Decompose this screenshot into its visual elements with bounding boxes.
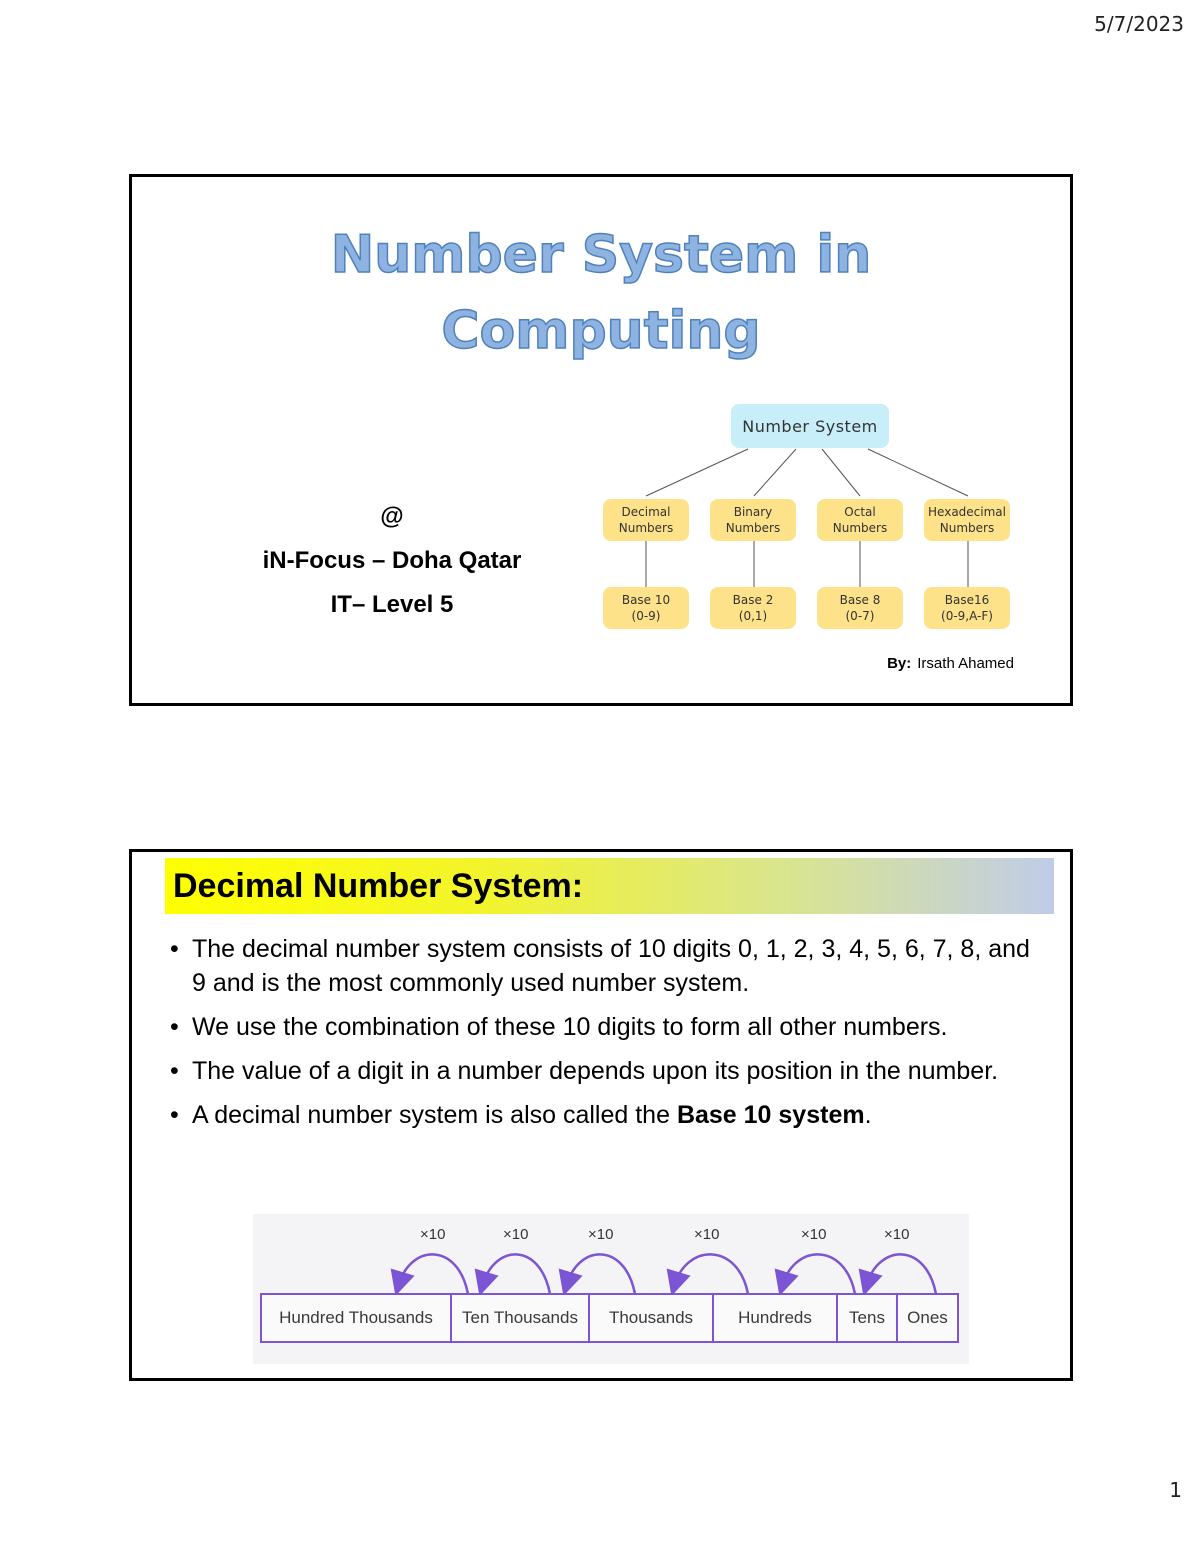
decimal-base-node: Base 10 (0-9) <box>603 587 689 629</box>
arrow-tens-to-hundreds <box>675 1254 748 1294</box>
bullet-suffix: . <box>864 1101 872 1129</box>
slide-title <box>129 174 1073 706</box>
arrow-hundreds-to-thousands <box>567 1254 635 1294</box>
connector-root-binary <box>754 449 796 496</box>
number-system-diagram <box>598 399 1018 635</box>
multiplier-label: ×10 <box>801 1226 827 1243</box>
place-value-diagram <box>253 1214 969 1364</box>
author-credit <box>887 655 1014 672</box>
bullet-item: • We use the combination of these 10 digits to form all other numbers. <box>170 1010 1050 1044</box>
author-name: Irsath Ahamed <box>917 655 1014 672</box>
at-symbol: @ <box>380 503 404 530</box>
place-hundreds: Hundreds <box>712 1293 838 1343</box>
root-node: Number System <box>731 404 889 448</box>
multiplier-label: ×10 <box>588 1226 614 1243</box>
binary-base-node: Base 2 (0,1) <box>710 587 796 629</box>
multiplier-label: ×10 <box>884 1226 910 1243</box>
arrow-thousands-to-ten-thousands <box>483 1254 550 1294</box>
place-ones: Ones <box>896 1293 959 1343</box>
connector-root-hex <box>868 449 968 496</box>
hexadecimal-base-node: Base16 (0-9,A-F) <box>924 587 1010 629</box>
multiplier-label: ×10 <box>420 1226 446 1243</box>
title-line-1: Number System in <box>330 225 872 285</box>
bullet-bold-text: Base 10 system <box>676 1101 865 1129</box>
connector-root-decimal <box>646 449 748 496</box>
decimal-node: Decimal Numbers <box>603 499 689 541</box>
hexadecimal-node: Hexadecimal Numbers <box>924 499 1010 541</box>
octal-node: Octal Numbers <box>817 499 903 541</box>
octal-base-node: Base 8 (0-7) <box>817 587 903 629</box>
slide-title-heading <box>132 217 1070 369</box>
arrow-ones-to-tens <box>783 1254 855 1294</box>
place-thousands: Thousands <box>588 1293 714 1343</box>
arrow-into-ones <box>867 1254 936 1294</box>
bullet-item: • The value of a digit in a number depends upon its position in the number. <box>170 1054 1050 1088</box>
place-hundred-thousands: Hundred Thousands <box>260 1293 452 1343</box>
multiplier-label: ×10 <box>694 1226 720 1243</box>
page-date: 5/7/2023 <box>1094 12 1184 36</box>
course-level: IT– Level 5 <box>330 591 454 618</box>
bullet-item <box>170 1098 1050 1132</box>
page-number: 1 <box>1169 1478 1182 1502</box>
multiplier-label: ×10 <box>503 1226 529 1243</box>
bullet-item: • The decimal number system consists of 10 digits 0, 1, 2, 3, 4, 5, 6, 7, 8, and 9 and is the most commonly used number system. <box>170 932 1050 1000</box>
bullet-list <box>170 932 1050 1142</box>
binary-node: Binary Numbers <box>710 499 796 541</box>
place-tens: Tens <box>836 1293 898 1343</box>
institute-name: iN-Focus – Doha Qatar <box>262 547 522 574</box>
arrow-ten-thousands-to-hundred-thousands <box>399 1254 468 1294</box>
place-ten-thousands: Ten Thousands <box>450 1293 590 1343</box>
slide-decimal-system <box>129 849 1073 1381</box>
title-line-2: Computing <box>441 301 761 361</box>
connector-root-octal <box>822 449 860 496</box>
slide-heading: Decimal Number System: <box>173 867 584 905</box>
bullet-text: A decimal number system is also called the <box>192 1101 677 1129</box>
institute-block <box>192 495 592 627</box>
author-prefix: By: <box>887 655 912 672</box>
